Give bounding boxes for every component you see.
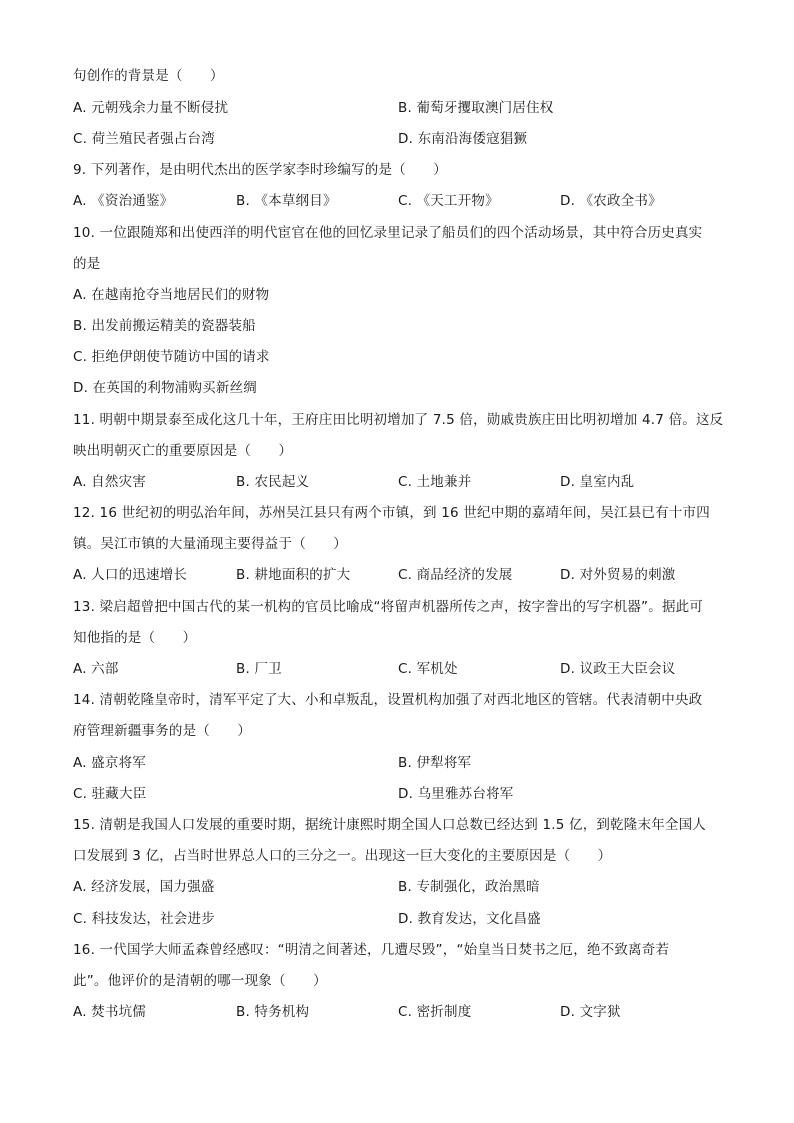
q9-option-c[interactable]: C. 《天工开物》 [398, 193, 499, 209]
q14-stem-line2: 府管理新疆事务的是（ ） [73, 723, 252, 739]
q13-stem-line2: 知他指的是（ ） [73, 630, 197, 646]
q11-option-a[interactable]: A. 自然灾害 [73, 474, 146, 490]
q12-option-d[interactable]: D. 对外贸易的刺激 [560, 567, 676, 583]
q14-option-b[interactable]: B. 伊犁将军 [398, 755, 472, 771]
q9-option-b[interactable]: B. 《本草纲目》 [236, 193, 337, 209]
q15-option-b[interactable]: B. 专制强化，政治黑暗 [398, 879, 540, 895]
q13-option-a[interactable]: A. 六部 [73, 661, 119, 677]
q14-option-c[interactable]: C. 驻藏大臣 [73, 786, 147, 802]
q15-option-d[interactable]: D. 教育发达，文化昌盛 [398, 911, 541, 927]
q8-option-d[interactable]: D. 东南沿海倭寇猖獗 [398, 131, 528, 147]
q13-stem-line1: 13. 梁启超曾把中国古代的某一机构的官员比喻成“将留声机器所传之声，按字誊出的写字机器”。据此可 [73, 599, 704, 615]
q13-option-b[interactable]: B. 厂卫 [236, 661, 282, 677]
q8-option-c[interactable]: C. 荷兰殖民者强占台湾 [73, 131, 215, 147]
q12-option-c[interactable]: C. 商品经济的发展 [398, 567, 513, 583]
q14-stem-line1: 14. 清朝乾隆皇帝时，清军平定了大、小和卓叛乱，设置机构加强了对西北地区的管辖。代表清朝中央政 [73, 692, 703, 708]
q10-stem-line1: 10. 一位跟随郑和出使西洋的明代宦官在他的回忆录里记录了船员们的四个活动场景，其中符合历史真实 [73, 225, 703, 241]
q8-option-a[interactable]: A. 元朝残余力量不断侵扰 [73, 100, 229, 116]
q15-stem-line1: 15. 清朝是我国人口发展的重要时期，据统计康熙时期全国人口总数已经达到 1.5 亿，到乾隆末年全国人 [73, 817, 707, 833]
q16-option-c[interactable]: C. 密折制度 [398, 1004, 472, 1020]
q8-stem-tail: 句创作的背景是（ ） [73, 68, 224, 84]
q15-stem-line2: 口发展到 3 亿，占当时世界总人口的三分之一。出现这一巨大变化的主要原因是（ ） [73, 848, 612, 864]
q8-option-b[interactable]: B. 葡萄牙攫取澳门居住权 [398, 100, 554, 116]
q16-option-d[interactable]: D. 文字狱 [560, 1004, 621, 1020]
q10-stem-line2: 的是 [73, 256, 101, 272]
q10-option-a[interactable]: A. 在越南抢夺当地居民们的财物 [73, 287, 270, 303]
q12-stem-line2: 镇。吴江市镇的大量涌现主要得益于（ ） [73, 536, 347, 552]
q11-option-c[interactable]: C. 土地兼并 [398, 474, 472, 490]
q11-option-b[interactable]: B. 农民起义 [236, 474, 310, 490]
q16-option-a[interactable]: A. 焚书坑儒 [73, 1004, 146, 1020]
q11-option-d[interactable]: D. 皇室内乱 [560, 474, 635, 490]
q16-option-b[interactable]: B. 特务机构 [236, 1004, 310, 1020]
q9-option-a[interactable]: A. 《资治通鉴》 [73, 193, 174, 209]
q9-option-d[interactable]: D. 《农政全书》 [560, 193, 662, 209]
q16-stem-line1: 16. 一代国学大师孟森曾经感叹：“明清之间著述，几遭尽毁”，“始皇当日焚书之厄，绝不致离奇若 [73, 942, 670, 958]
q9-stem: 9. 下列著作，是由明代杰出的医学家李时珍编写的是（ ） [73, 162, 447, 178]
q10-option-b[interactable]: B. 出发前搬运精美的瓷器装船 [73, 318, 256, 334]
q15-option-c[interactable]: C. 科技发达，社会进步 [73, 911, 215, 927]
q13-option-d[interactable]: D. 议政王大臣会议 [560, 661, 676, 677]
q11-stem-line1: 11. 明朝中期景泰至成化这几十年，王府庄田比明初增加了 7.5 倍，勋戚贵族庄田比明初增加 4.7 倍。这反 [73, 412, 724, 428]
q13-option-c[interactable]: C. 军机处 [398, 661, 458, 677]
q14-option-a[interactable]: A. 盛京将军 [73, 755, 146, 771]
q11-stem-line2: 映出明朝灭亡的重要原因是（ ） [73, 443, 293, 459]
q12-option-b[interactable]: B. 耕地面积的扩大 [236, 567, 351, 583]
q15-option-a[interactable]: A. 经济发展，国力强盛 [73, 879, 215, 895]
q14-option-d[interactable]: D. 乌里雅苏台将军 [398, 786, 514, 802]
q12-option-a[interactable]: A. 人口的迅速增长 [73, 567, 188, 583]
q10-option-c[interactable]: C. 拒绝伊朗使节随访中国的请求 [73, 349, 270, 365]
q10-option-d[interactable]: D. 在英国的利物浦购买新丝绸 [73, 380, 257, 396]
q12-stem-line1: 12. 16 世纪初的明弘治年间，苏州吴江县只有两个市镇，到 16 世纪中期的嘉靖年间，吴江县已有十市四 [73, 505, 710, 521]
q16-stem-line2: 此”。他评价的是清朝的哪一现象（ ） [73, 973, 327, 989]
